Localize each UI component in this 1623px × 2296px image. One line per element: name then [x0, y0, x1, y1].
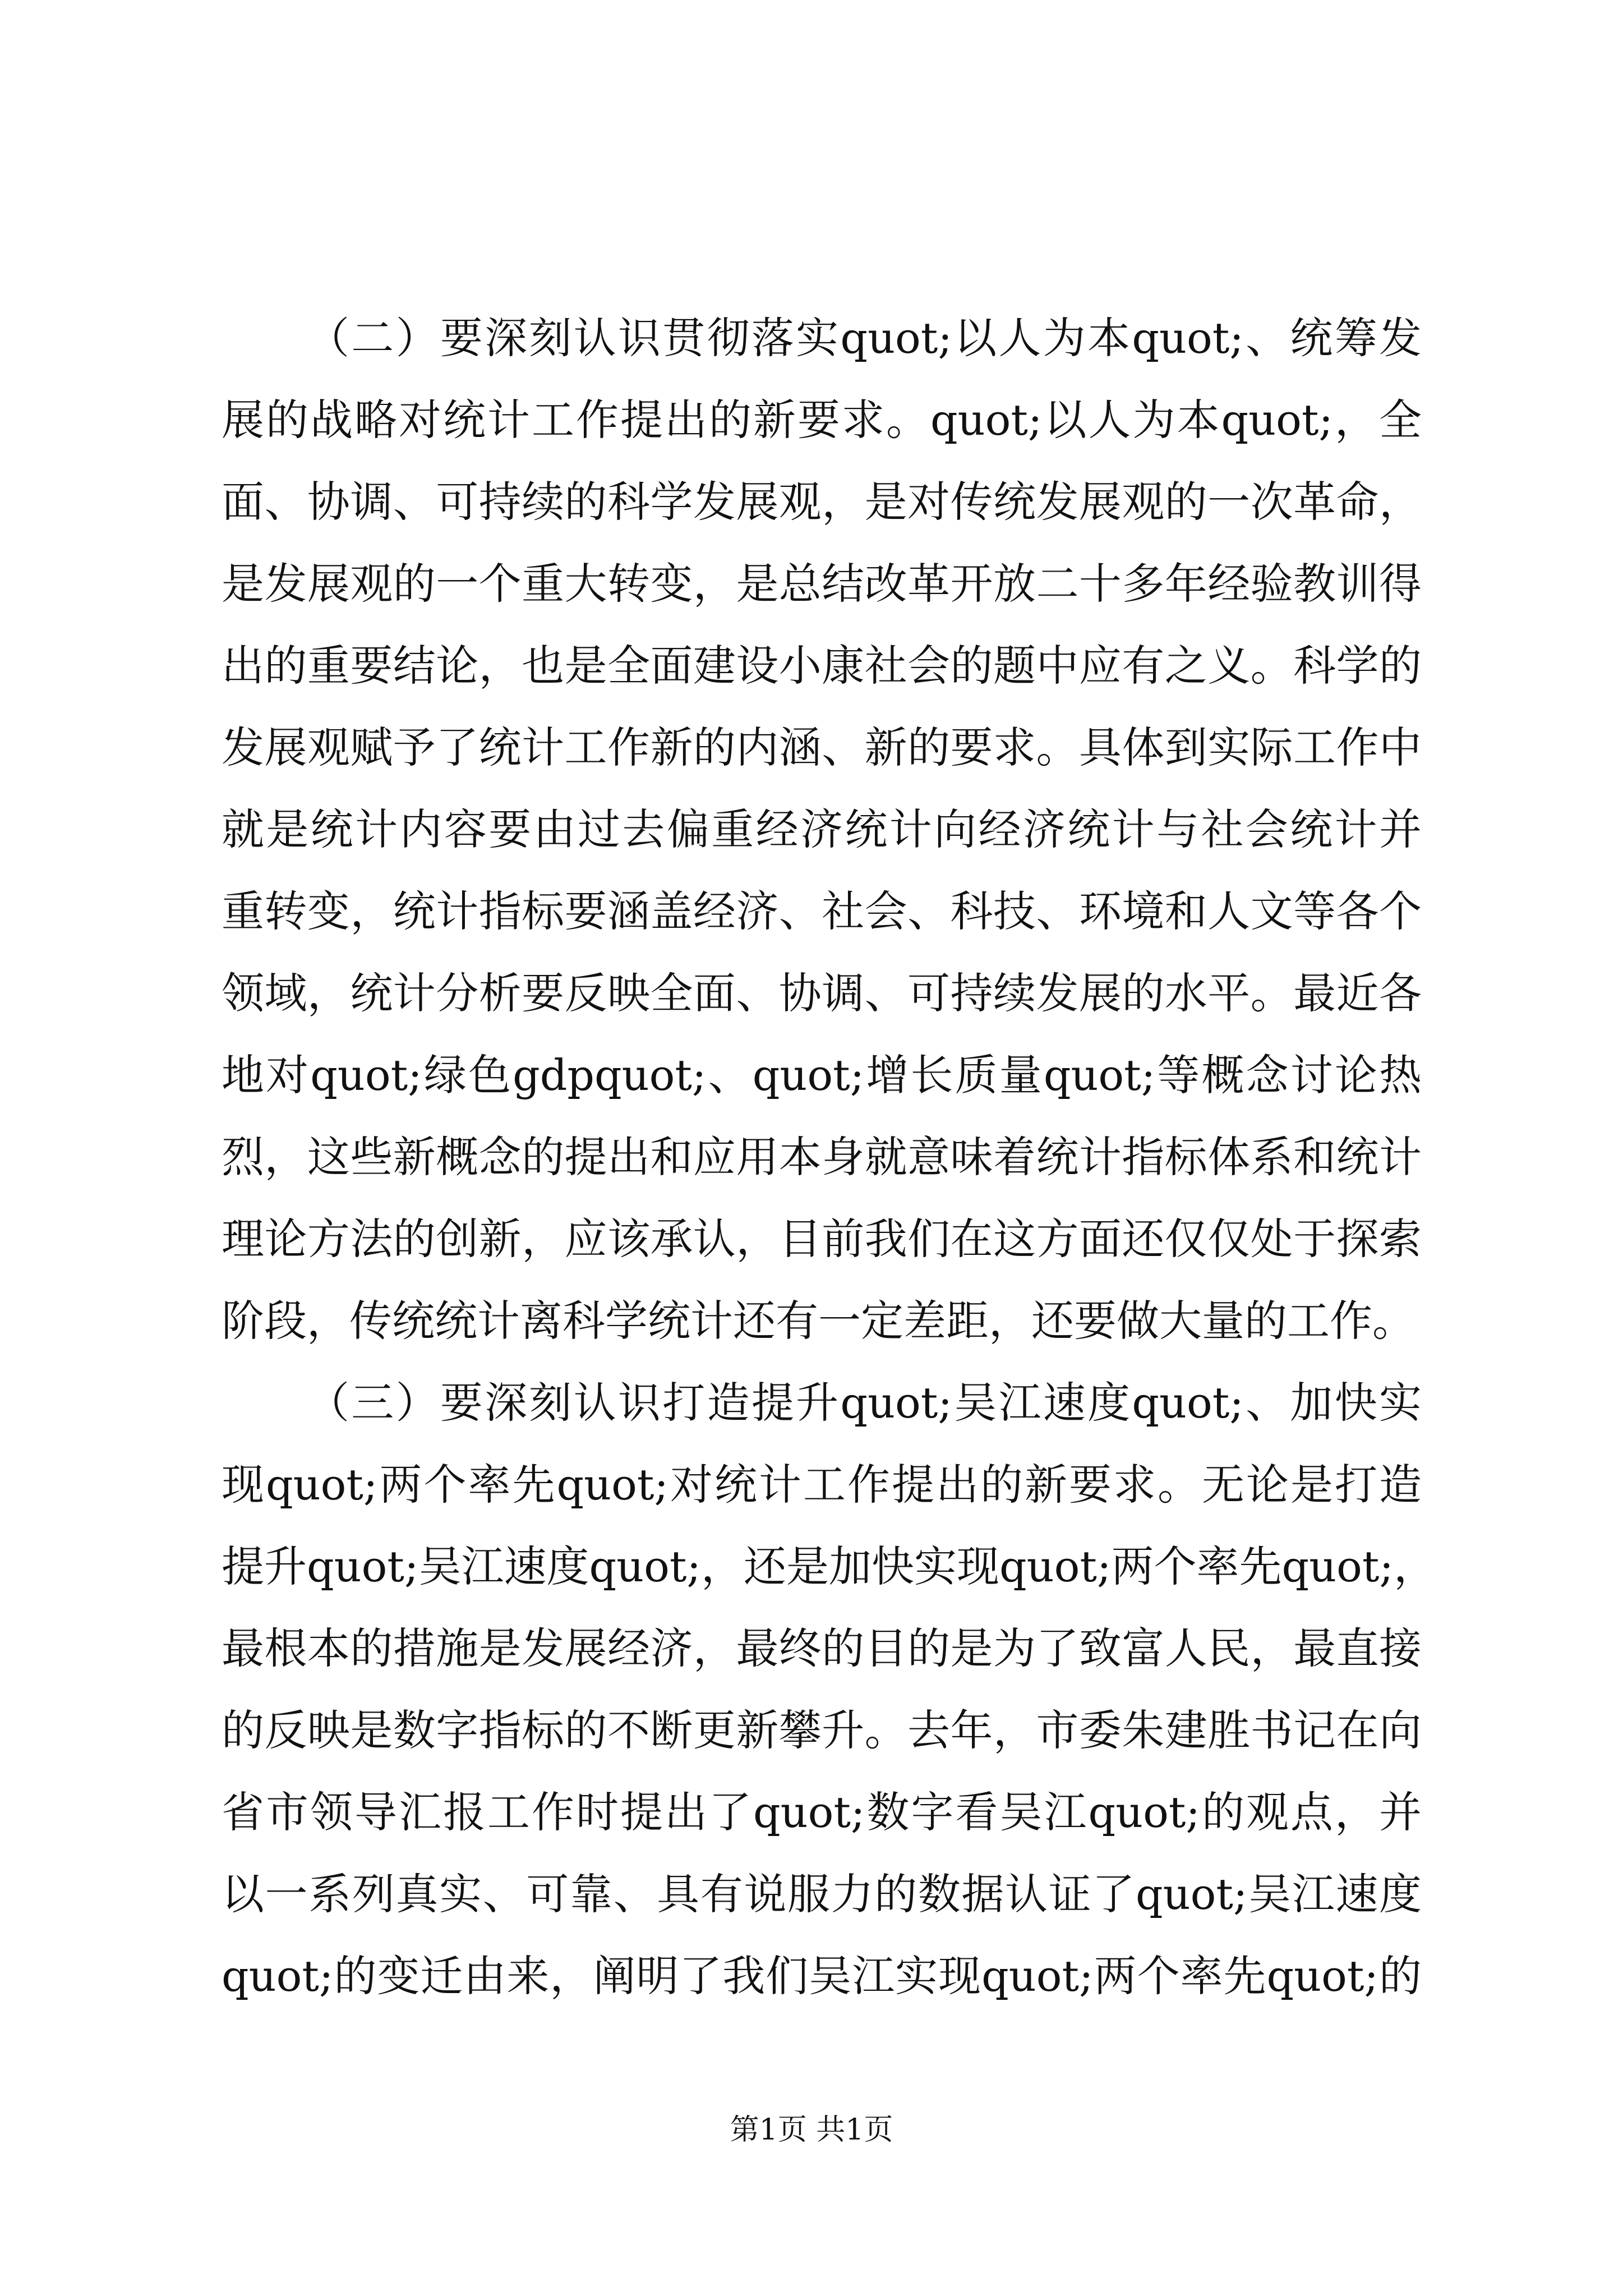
paragraph-3-line-5: 的反映是数字指标的不断更新攀升。去年，市委朱建胜书记在向 [222, 1705, 1422, 1755]
paragraph-2-line-3: 面、协调、可持续的科学发展观，是对传统发展观的一次革命， [222, 477, 1422, 527]
paragraph-2-line-10: 地对quot;绿色gdpquot;、quot;增长质量quot;等概念讨论热 [222, 1050, 1422, 1100]
paragraph-2-line-5: 出的重要结论，也是全面建设小康社会的题中应有之义。科学的 [222, 641, 1422, 691]
paragraph-2-line-4: 是发展观的一个重大转变，是总结改革开放二十多年经验教训得 [222, 559, 1422, 609]
paragraph-3-line-8: quot;的变迁由来，阐明了我们吴江实现quot;两个率先quot;的 [222, 1951, 1422, 2001]
paragraph-3-line-7: 以一系列真实、可靠、具有说服力的数据认证了quot;吴江速度 [222, 1869, 1422, 1919]
paragraph-2-line-7: 就是统计内容要由过去偏重经济统计向经济统计与社会统计并 [222, 804, 1422, 854]
paragraph-2-line-9: 领域，统计分析要反映全面、协调、可持续发展的水平。最近各 [222, 968, 1422, 1018]
paragraph-3-line-4: 最根本的措施是发展经济，最终的目的是为了致富人民，最直接 [222, 1623, 1422, 1673]
page-number-footer: 第1页 共1页 [730, 2113, 893, 2147]
paragraph-2-line-6: 发展观赋予了统计工作新的内涵、新的要求。具体到实际工作中 [222, 723, 1422, 772]
paragraph-2-line-2: 展的战略对统计工作提出的新要求。quot;以人为本quot;，全 [222, 395, 1422, 445]
paragraph-2-line-13: 阶段，传统统计离科学统计还有一定差距，还要做大量的工作。 [222, 1296, 1415, 1346]
paragraph-2-line-12: 理论方法的创新，应该承认，目前我们在这方面还仅仅处于探索 [222, 1214, 1422, 1264]
paragraph-3-line-3: 提升quot;吴江速度quot;，还是加快实现quot;两个率先quot;， [222, 1542, 1436, 1591]
document-body [222, 297, 1436, 2017]
paragraph-3-line-1: （三）要深刻认识打造提升quot;吴江速度quot;、加快实 [307, 1378, 1422, 1428]
paragraph-2-line-8: 重转变，统计指标要涵盖经济、社会、科技、环境和人文等各个 [222, 886, 1422, 936]
paragraph-2-line-11: 烈，这些新概念的提出和应用本身就意味着统计指标体系和统计 [222, 1132, 1422, 1182]
paragraph-3-line-6: 省市领导汇报工作时提出了quot;数字看吴江quot;的观点，并 [222, 1787, 1422, 1837]
paragraph-2-line-1: （二）要深刻认识贯彻落实quot;以人为本quot;、统筹发 [307, 313, 1422, 363]
paragraph-3-line-2: 现quot;两个率先quot;对统计工作提出的新要求。无论是打造 [222, 1460, 1422, 1510]
